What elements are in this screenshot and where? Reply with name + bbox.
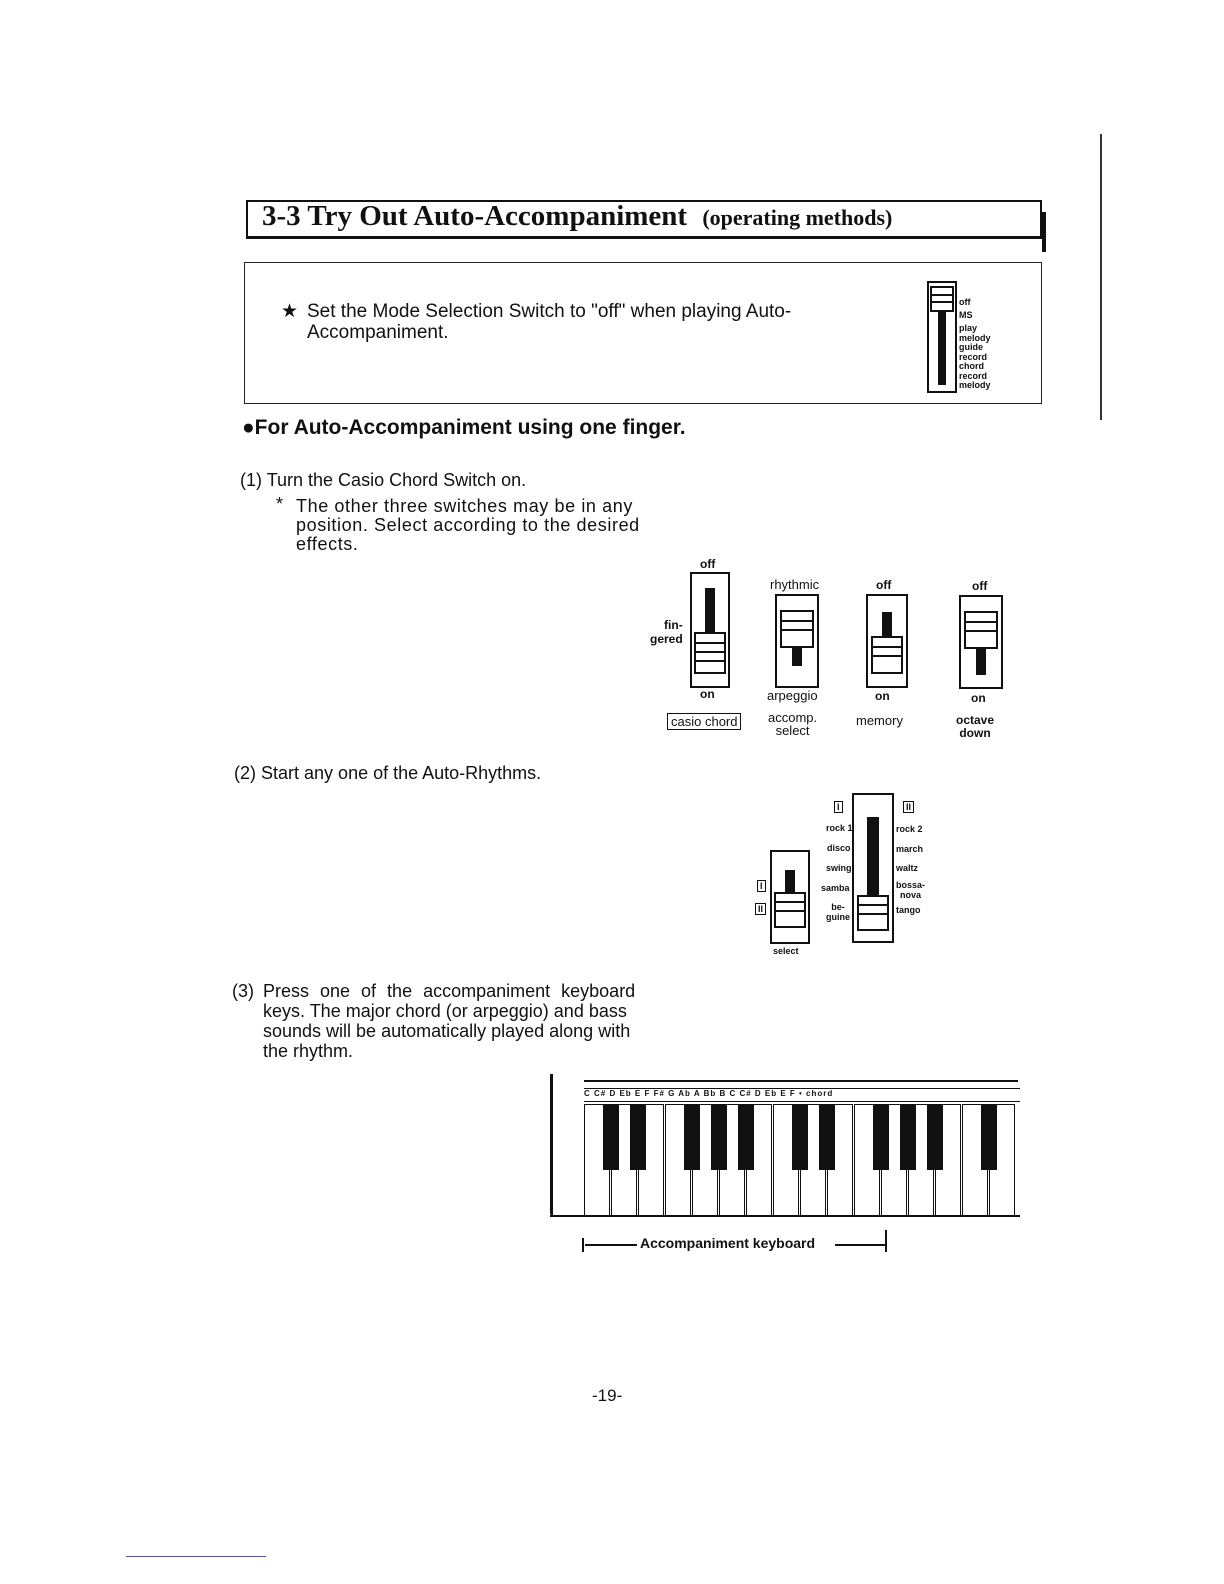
- step-3-text: [263, 981, 703, 1061]
- accomp-arpeggio-label: arpeggio: [767, 688, 818, 703]
- step-1-text: Turn the Casio Chord Switch on.: [266, 470, 527, 490]
- step-1: [240, 470, 526, 490]
- casio-chord-knob[interactable]: [694, 632, 726, 674]
- star-icon: ★: [281, 301, 299, 322]
- memory-switch[interactable]: [866, 594, 908, 688]
- accompaniment-keyboard-label: Accompaniment keyboard: [640, 1235, 816, 1251]
- step-2-number: (2): [234, 763, 256, 783]
- black-key: [684, 1104, 700, 1170]
- section-number: 3-3: [262, 200, 301, 232]
- rhythm-waltz: waltz: [896, 863, 919, 873]
- rhythm-rock-1: rock 1: [826, 823, 853, 833]
- octave-down-switch[interactable]: [959, 595, 1003, 689]
- black-key: [603, 1104, 619, 1170]
- section-title: [262, 200, 892, 233]
- keyboard-top-edge: [584, 1080, 1018, 1082]
- footnote-rule: [126, 1556, 266, 1557]
- accomp-select-switch[interactable]: [775, 594, 819, 688]
- note-line-1: Set the Mode Selection Switch to "off" when playing Auto-: [307, 301, 792, 322]
- rhythm-beguine: be- guine: [826, 902, 850, 922]
- black-key: [873, 1104, 889, 1170]
- mode-switch-slot: [938, 311, 946, 385]
- rhythm-rock-2: rock 2: [896, 824, 923, 834]
- rhythm-select-switch[interactable]: [852, 793, 894, 943]
- accomp-select-slot: [792, 646, 802, 666]
- keyboard-left-edge: [550, 1074, 553, 1216]
- step-3-line-1: Press one of the accompaniment keyboard: [263, 981, 636, 1001]
- mode-label-melody-2: melody: [959, 380, 991, 390]
- one-finger-heading: ●For Auto-Accompaniment using one finger.: [242, 416, 686, 439]
- casio-chord-on-label: on: [700, 687, 715, 701]
- bank-i-label: I: [757, 880, 766, 892]
- octave-down-name-2: down: [959, 726, 991, 740]
- mode-label-ms: MS: [959, 310, 973, 320]
- step-1-star: *: [276, 494, 284, 514]
- black-key: [738, 1104, 754, 1170]
- note-box: [244, 262, 1042, 404]
- mode-label-off: off: [959, 297, 971, 307]
- rhythm-select-knob[interactable]: [857, 895, 889, 931]
- memory-name: memory: [856, 713, 903, 728]
- rhythm-swing: swing: [826, 863, 852, 873]
- range-right-arrow: [835, 1244, 885, 1246]
- chord-mark: • chord: [799, 1089, 834, 1098]
- step-3-line-3: sounds will be automatically played along with: [263, 1021, 631, 1041]
- black-key: [981, 1104, 997, 1170]
- step-1-note-line-1: The other three switches may be in any: [296, 496, 633, 516]
- note-strip-text: C C# D Eb E F F# G Ab A Bb B C C# D Eb E F: [584, 1089, 796, 1098]
- step-1-note: [296, 497, 696, 554]
- octave-off-label: off: [972, 579, 988, 593]
- octave-on-label: on: [971, 691, 986, 705]
- mode-switch-knob[interactable]: [930, 286, 954, 312]
- step-2-text: Start any one of the Auto-Rhythms.: [261, 763, 542, 783]
- accompaniment-keyboard-diagram: [550, 1074, 1020, 1234]
- mode-label-guide: guide: [959, 342, 983, 352]
- bank-ii-label: II: [755, 903, 766, 915]
- memory-off-label: off: [876, 578, 892, 592]
- step-3-line-2: keys. The major chord (or arpeggio) and bass: [263, 1001, 627, 1021]
- rhythm-bossa-nova: bossa- nova: [896, 880, 926, 900]
- step-3-number: (3): [232, 981, 254, 1001]
- range-right-tick: [885, 1230, 887, 1252]
- mode-label-chord: chord: [959, 361, 985, 371]
- octave-down-name: [956, 714, 994, 740]
- accomp-select-name-1: accomp.: [768, 710, 818, 725]
- accomp-rhythmic-label: rhythmic: [770, 577, 820, 592]
- rhythm-samba: samba: [821, 883, 850, 893]
- rhythm-bank-select-switch[interactable]: [770, 850, 810, 944]
- step-2: [234, 763, 541, 783]
- bank-select-knob[interactable]: [774, 892, 806, 928]
- casio-chord-name-text: casio chord: [667, 713, 741, 730]
- mode-label-melody: melody: [959, 333, 991, 343]
- rhythm-select-label: select: [773, 946, 799, 956]
- casio-chord-fingered-label: fin- gered: [650, 618, 683, 646]
- octave-down-slot: [976, 647, 986, 675]
- black-key: [927, 1104, 943, 1170]
- keyboard-keys: [584, 1104, 1020, 1216]
- accomp-select-name: [768, 711, 817, 737]
- rhythm-tango: tango: [896, 905, 921, 915]
- note-strip: [584, 1088, 1020, 1102]
- section-title-text: Try Out Auto-Accompaniment: [307, 200, 688, 232]
- accomp-select-name-2: select: [775, 723, 810, 738]
- range-left-tick: [582, 1238, 584, 1252]
- memory-on-label: on: [875, 689, 890, 703]
- rhythm-march: march: [896, 844, 924, 854]
- black-key: [711, 1104, 727, 1170]
- page-number: -19-: [592, 1386, 623, 1405]
- octave-down-name-1: octave: [956, 713, 995, 727]
- black-key: [819, 1104, 835, 1170]
- casio-chord-name: [667, 713, 741, 730]
- black-key: [630, 1104, 646, 1170]
- rhythm-select-slot: [867, 817, 879, 897]
- section-subtitle: (operating methods): [702, 205, 893, 230]
- memory-knob[interactable]: [871, 636, 903, 674]
- octave-down-knob[interactable]: [964, 611, 998, 649]
- mode-label-play: play: [959, 323, 978, 333]
- accomp-select-knob[interactable]: [780, 610, 814, 648]
- mode-label-record-melody: record: [959, 371, 988, 381]
- casio-chord-off-label: off: [700, 557, 716, 571]
- right-bank-ii-label: II: [903, 801, 914, 813]
- page-edge-line: [1100, 134, 1102, 420]
- note-line-2: Accompaniment.: [307, 322, 449, 343]
- step-1-note-line-2: position. Select according to the desired: [296, 515, 640, 535]
- black-key: [900, 1104, 916, 1170]
- left-bank-i-label: I: [834, 801, 843, 813]
- range-left-arrow: [585, 1244, 637, 1246]
- step-1-note-line-3: effects.: [296, 534, 359, 554]
- casio-chord-switch[interactable]: [690, 572, 730, 688]
- section-title-box: [246, 200, 1042, 239]
- rhythm-disco: disco: [827, 843, 851, 853]
- step-1-number: (1): [240, 470, 262, 490]
- note-text: [281, 301, 881, 343]
- mode-selection-switch[interactable]: [927, 281, 957, 393]
- step-3-line-4: the rhythm.: [263, 1041, 354, 1061]
- mode-label-record-chord: record: [959, 352, 988, 362]
- black-key: [792, 1104, 808, 1170]
